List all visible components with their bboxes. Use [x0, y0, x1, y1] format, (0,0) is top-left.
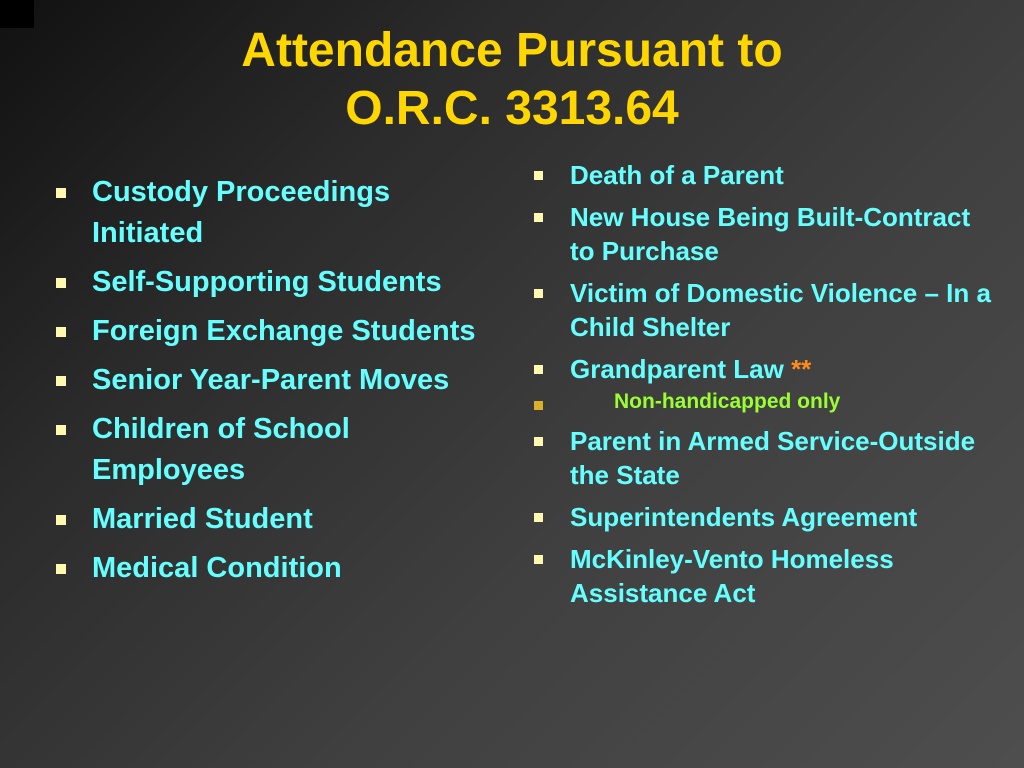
square-bullet-icon [534, 365, 543, 374]
list-item [56, 360, 476, 401]
square-bullet-icon [56, 327, 66, 337]
list-item-text: Foreign Exchange Students [92, 315, 476, 347]
square-bullet-icon [534, 437, 543, 446]
list-item [534, 424, 994, 492]
square-bullet-icon [534, 513, 543, 522]
list-item-text: Parent in Armed Service-Outside the State [570, 426, 976, 490]
list-item-text: McKinley-Vento Homeless Assistance Act [570, 544, 894, 608]
list-item [56, 499, 476, 540]
square-bullet-icon [534, 213, 543, 222]
list-item [534, 542, 994, 610]
left-bullet-list [56, 172, 476, 597]
list-item-text: Custody Proceedings Initiated [92, 176, 391, 249]
list-item [56, 262, 476, 303]
grandparent-marker: ** [791, 354, 812, 384]
list-item [56, 311, 476, 352]
list-item [534, 200, 994, 268]
square-bullet-icon [534, 289, 543, 298]
list-item [534, 158, 994, 192]
square-bullet-icon [56, 376, 66, 386]
list-item [534, 500, 994, 534]
list-item-text: Victim of Domestic Violence – In a Child Shelter [570, 278, 991, 342]
right-bullet-list [534, 158, 994, 618]
list-item-grandparent [534, 352, 994, 416]
list-item [56, 409, 476, 491]
sub-list-item-text: Non-handicapped only [614, 390, 841, 413]
square-bullet-icon [56, 278, 66, 288]
list-item-text: Superintendents Agreement [570, 502, 918, 532]
list-item [534, 276, 994, 344]
square-bullet-icon [534, 555, 543, 564]
square-bullet-icon [56, 515, 66, 525]
title-line-1: Attendance Pursuant to [241, 24, 783, 77]
list-item-text: Senior Year-Parent Moves [92, 364, 450, 396]
list-item [56, 548, 476, 589]
square-bullet-icon [56, 188, 66, 198]
list-item-text: Death of a Parent [570, 160, 784, 190]
list-item [56, 172, 476, 254]
list-item-text: Medical Condition [92, 552, 342, 584]
square-bullet-icon [56, 564, 66, 574]
list-item-text: Married Student [92, 503, 313, 535]
square-bullet-icon [534, 171, 543, 180]
small-square-bullet-icon [534, 401, 543, 410]
sub-list-item [534, 388, 994, 416]
slide-title [0, 22, 1024, 138]
list-item-text: Grandparent Law [570, 354, 784, 384]
square-bullet-icon [56, 425, 66, 435]
list-item-text: New House Being Built-Contract to Purchase [570, 202, 971, 266]
list-item-text: Self-Supporting Students [92, 266, 442, 298]
list-item-text: Children of School Employees [92, 413, 350, 486]
title-line-2: O.R.C. 3313.64 [345, 82, 679, 135]
